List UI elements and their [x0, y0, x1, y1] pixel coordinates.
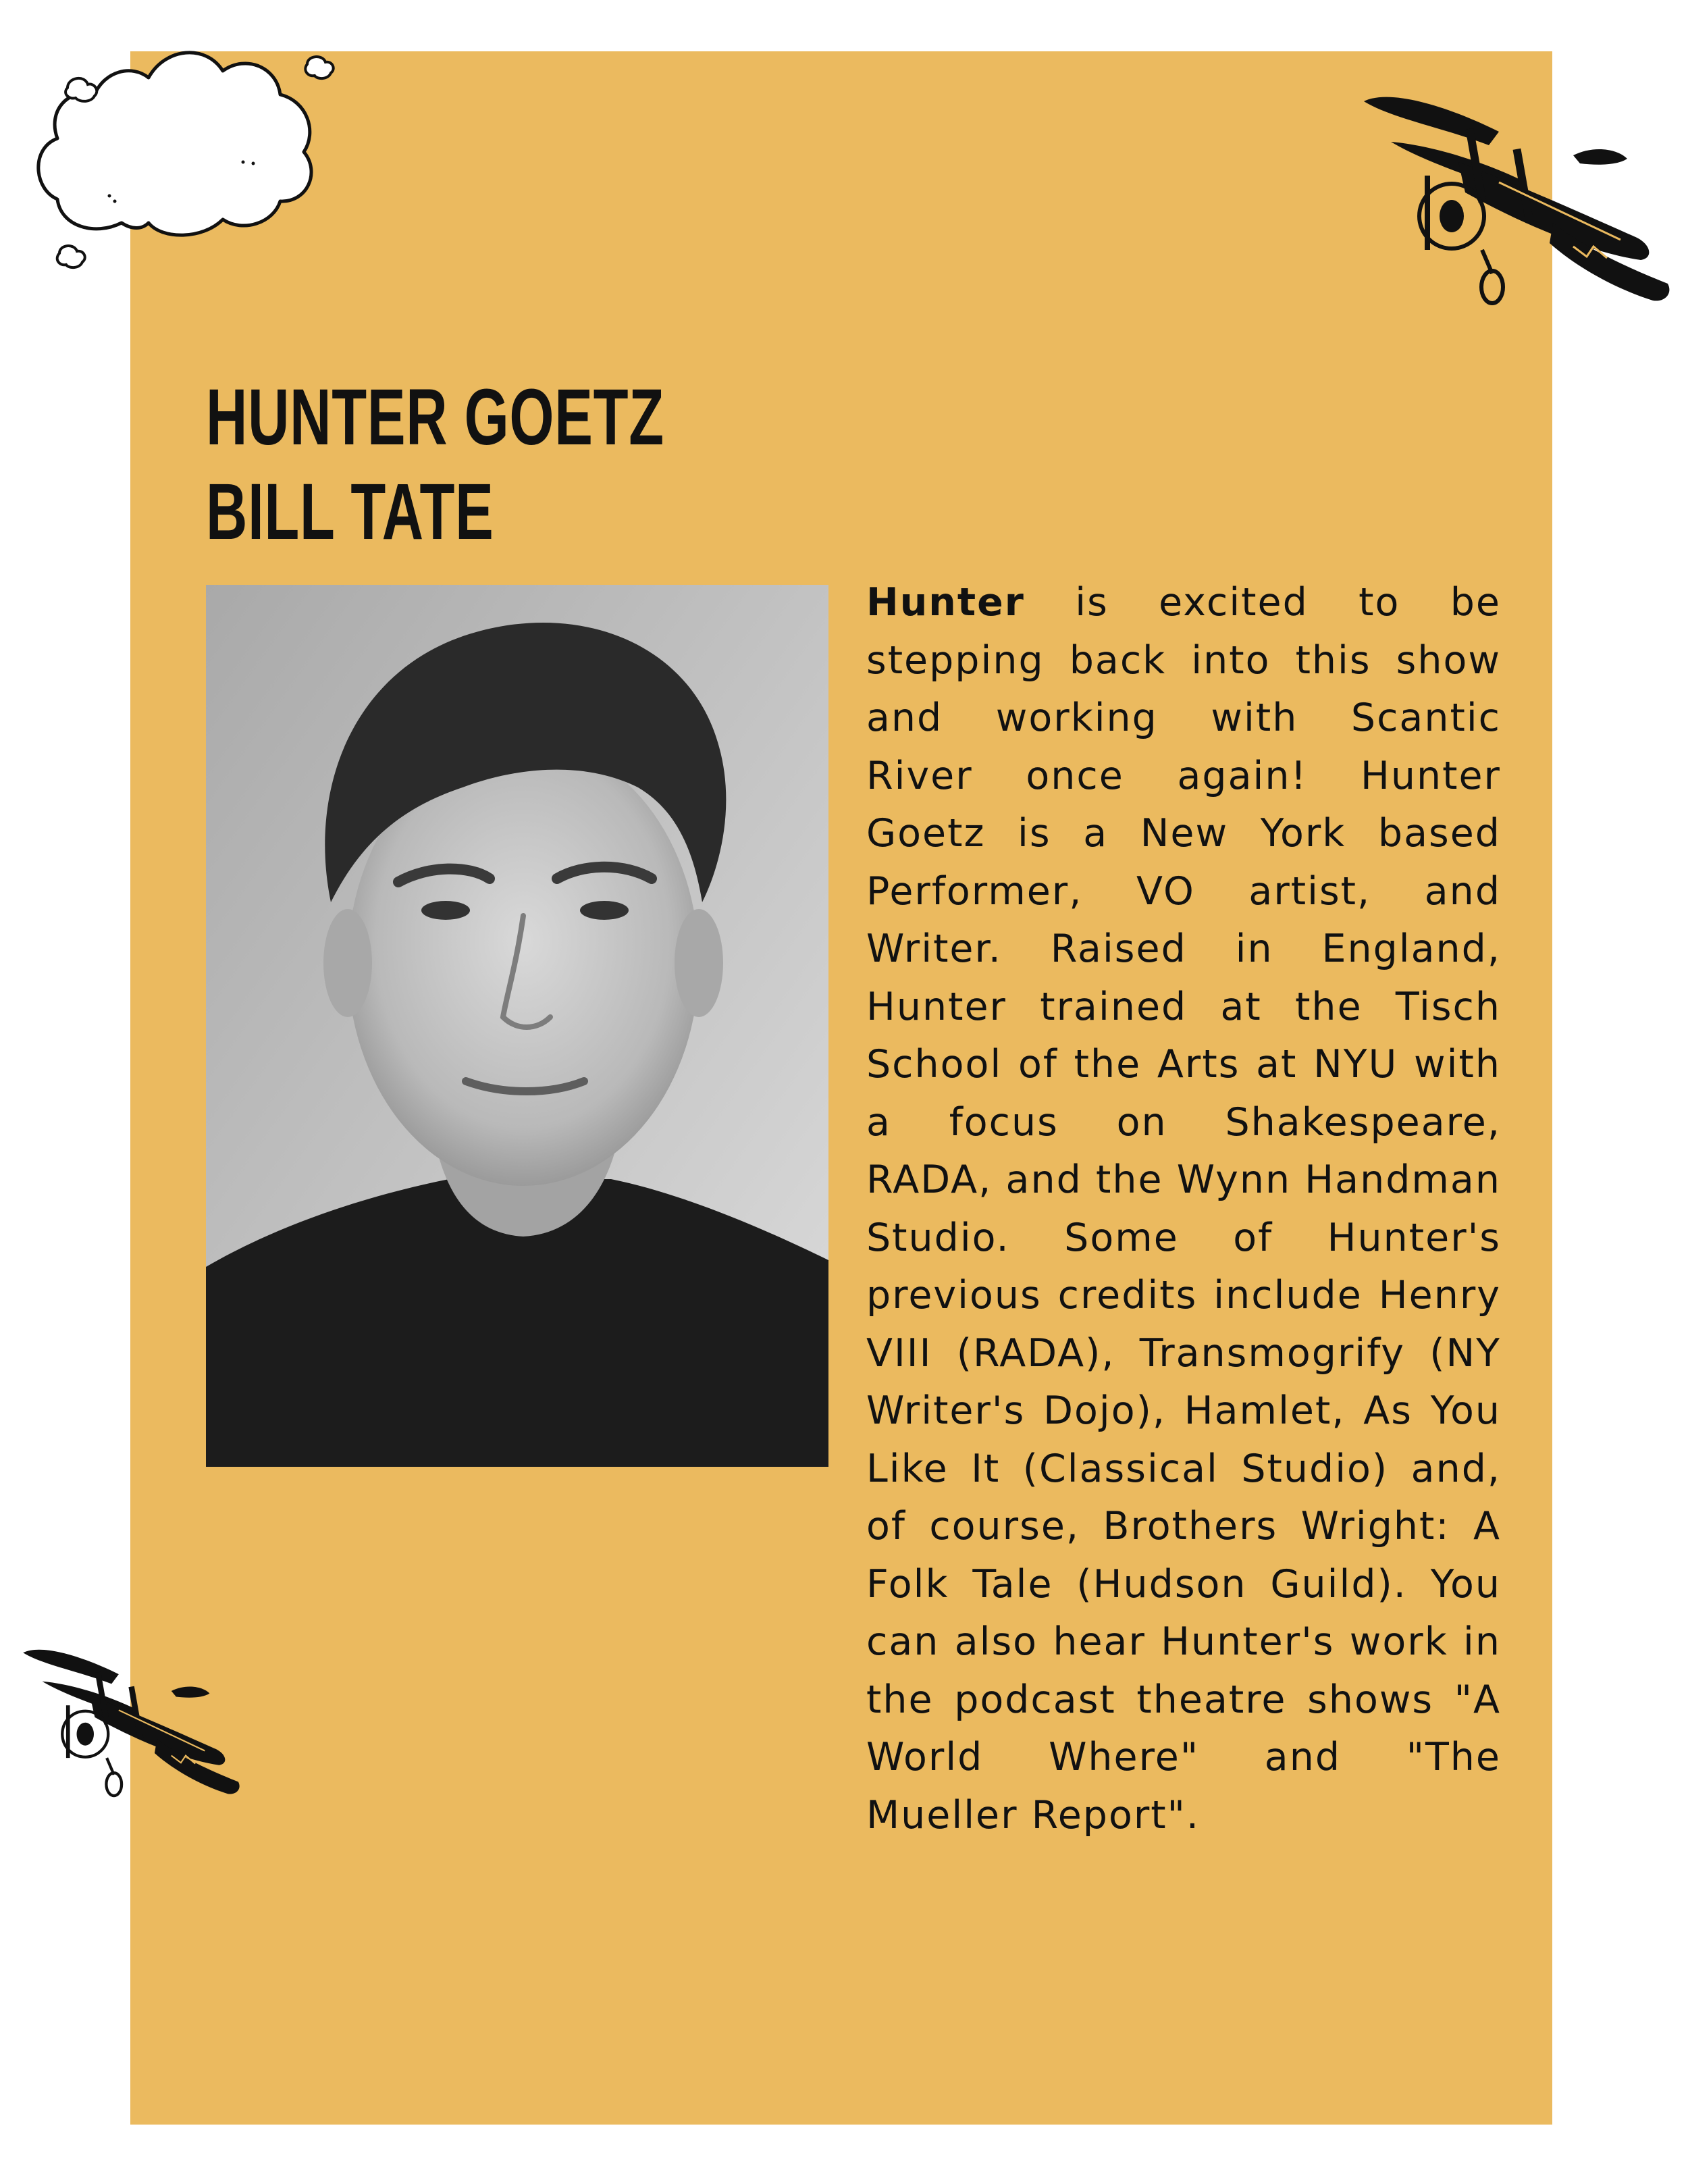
- biplane-icon: [14, 1634, 243, 1810]
- role-name: BILL TATE: [206, 467, 494, 556]
- headshot-photo: [206, 585, 828, 1467]
- bio-text: [866, 574, 1501, 1844]
- bio-lead-name: Hunter: [866, 580, 1025, 625]
- bio-body: is excited to be stepping back into this show and working with Scantic River once again! Hunter Goetz is a New York based Performer, VO artist, and Writer. Raised in England, Hunter trained at the Tisch School of the Arts at NYU with a focus on Shakespeare, RADA, and the Wynn Handman Studio. Some of Hunter's previous credits include Henry VIII (RADA), Transmogrify (NY Writer's Dojo), Hamlet, As You Like It (Classical Studio) and, of course, Brothers Wright: A Folk Tale (Hudson Guild). You can also hear Hunter's work in the podcast theatre shows "A World Where" and "The Mueller Report".: [866, 580, 1501, 1838]
- biplane-icon: [1350, 81, 1674, 317]
- actor-name: HUNTER GOETZ: [206, 373, 664, 462]
- cloud-icon: [20, 20, 338, 277]
- bio-heading: [206, 370, 814, 559]
